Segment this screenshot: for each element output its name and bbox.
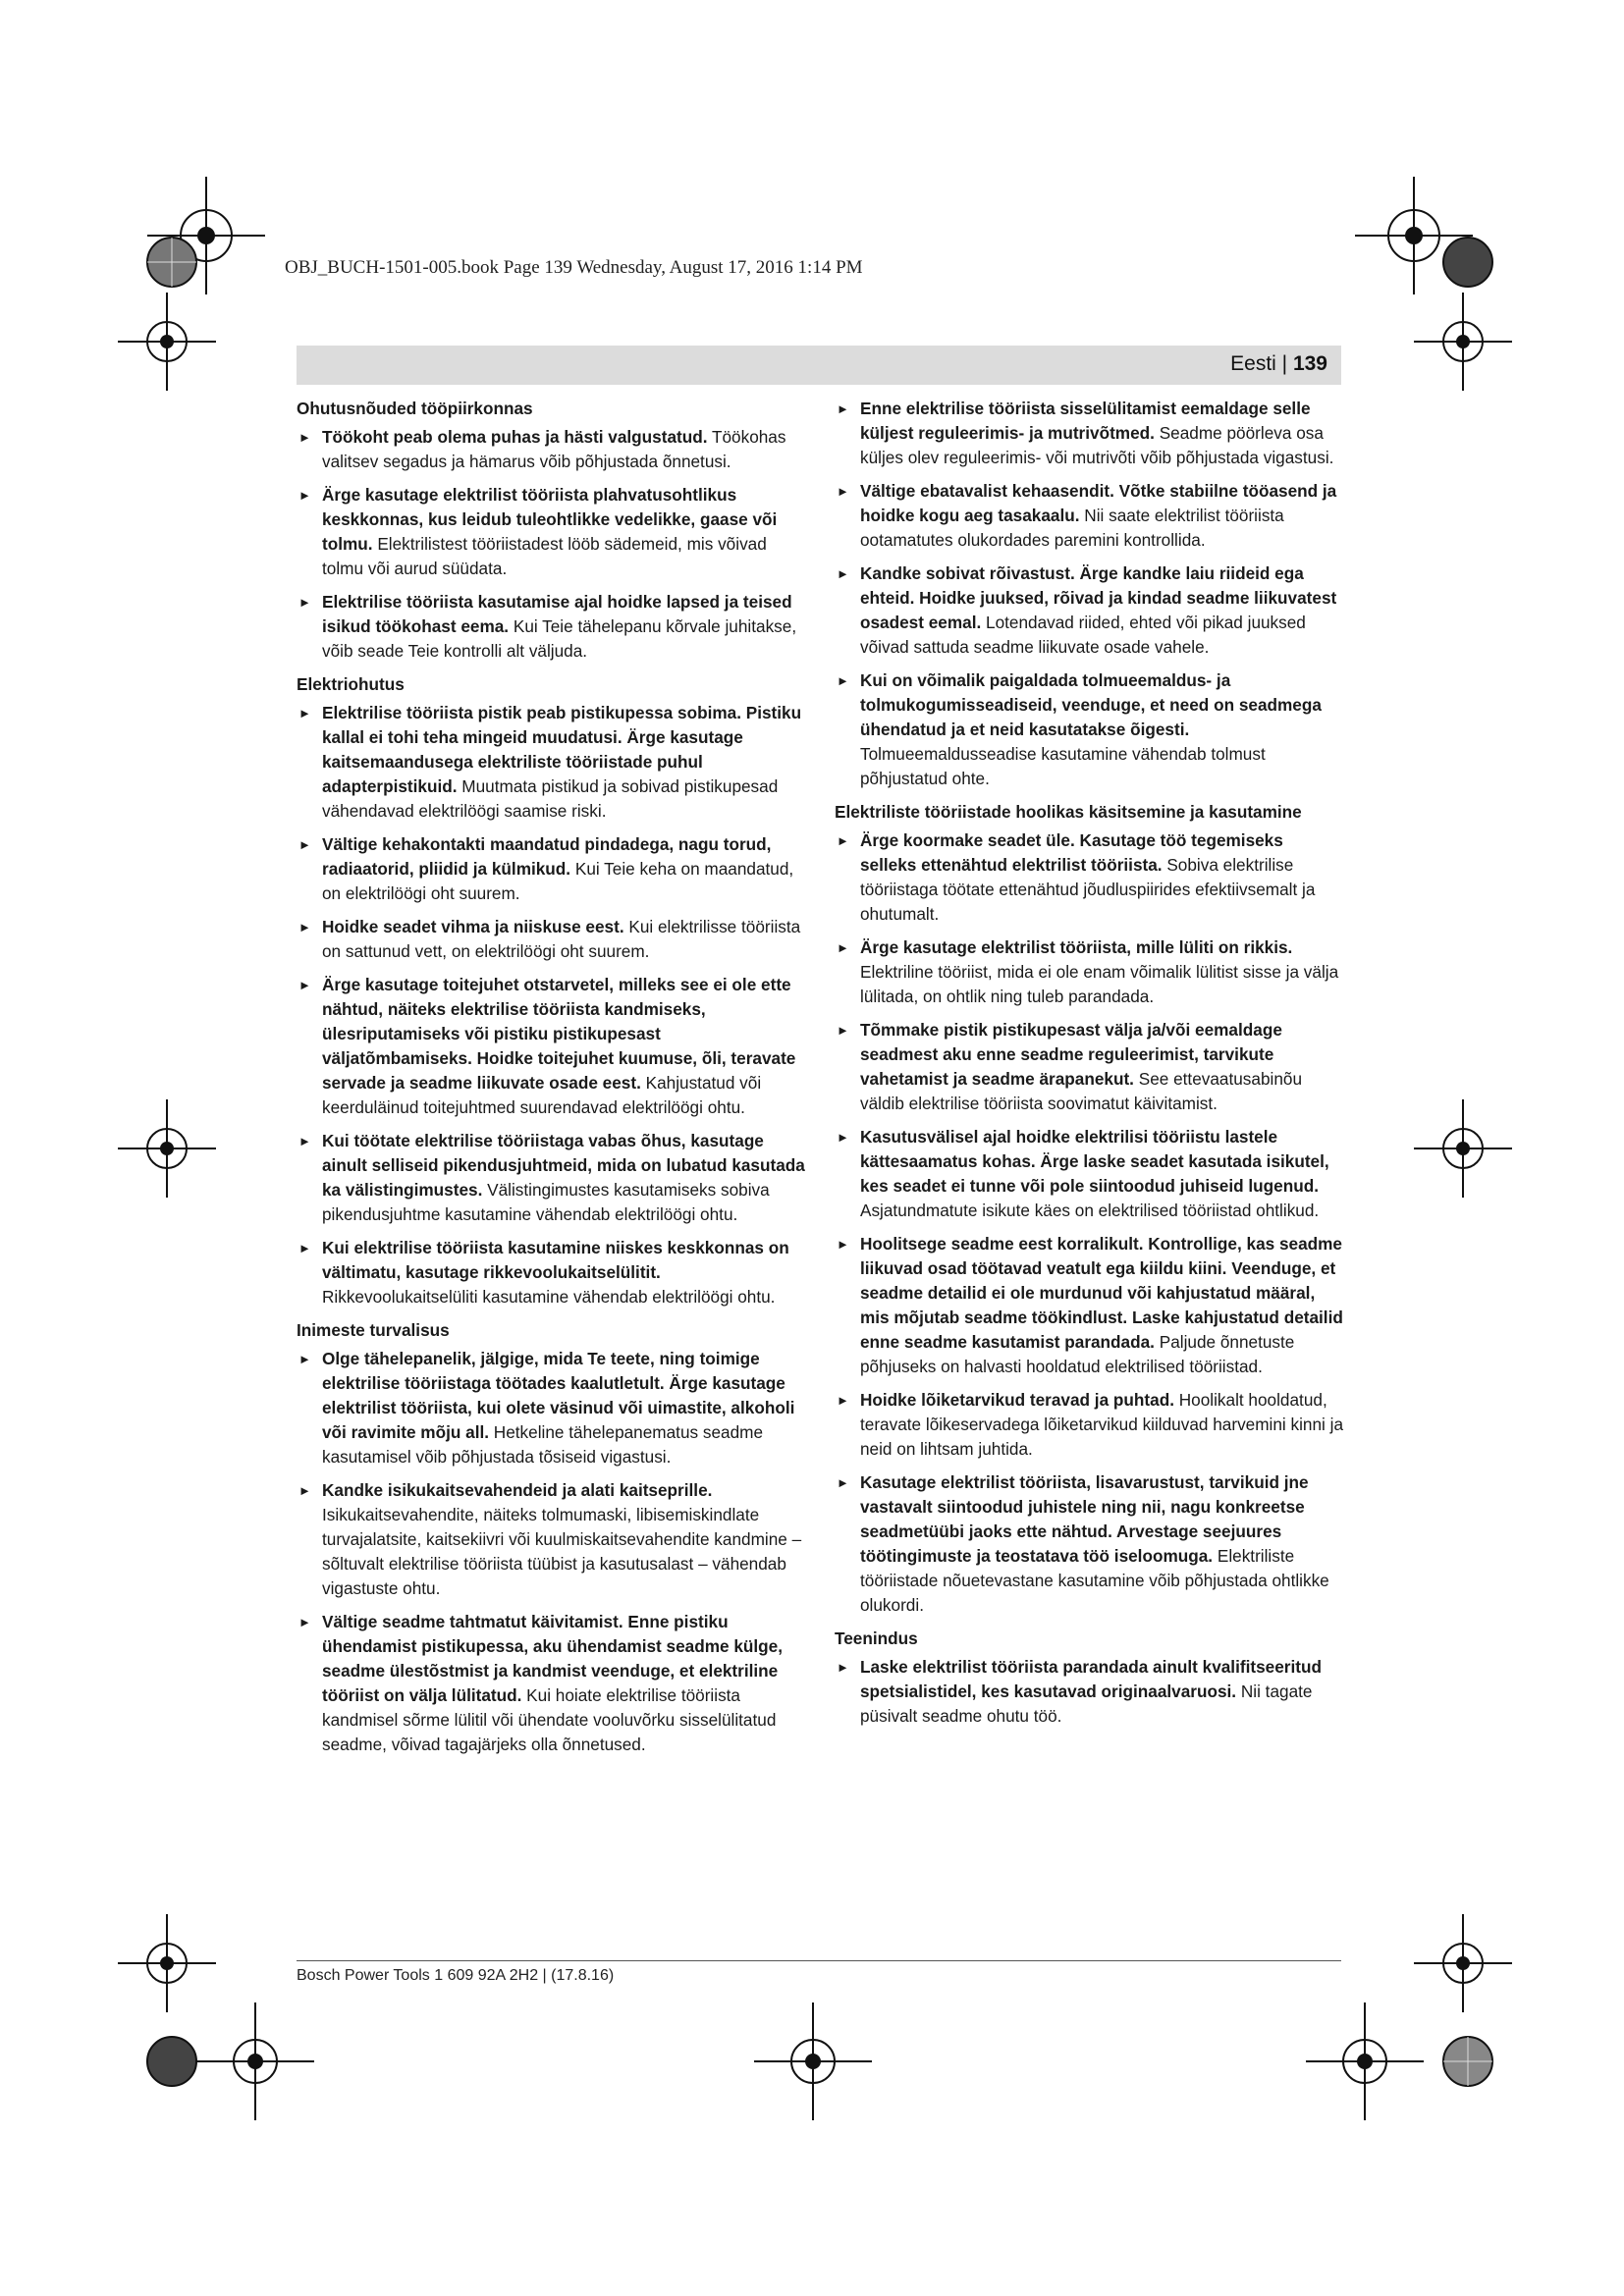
page-number: 139: [1292, 352, 1327, 375]
section-title: Ohutusnõuded tööpiirkonnas: [297, 399, 533, 418]
item-bold-text: Olge tähelepanelik, jälgige, mida Te teete, ning toimige elektrilise tööriistaga töötades kaalutletult. Ärge kasutage elektrilist tööriista, kui olete väsinud või uimastite, alkoholi või ravimite mõju all.: [322, 1349, 795, 1442]
language-label: Eesti: [1230, 352, 1276, 375]
crop-mark-bottom-center: [754, 2002, 872, 2120]
item-body-text: Kahjustatud või keerduläinud toitejuhtmed suurendavad elektrilöögi ohtu.: [322, 1073, 762, 1117]
registration-target-top-right: [1441, 236, 1494, 289]
list-item: [297, 590, 805, 664]
item-bold-text: Kui elektrilise tööriista kasutamine niiskes keskkonnas on vältimatu, kasutage rikkevoolukaitselülitit.: [322, 1238, 789, 1282]
bullet-arrow-icon: ►: [837, 1130, 849, 1145]
item-bold-text: Hoolitsege seadme eest korralikult. Kontrollige, kas seadme liikuvad osad töötavad veatult ega kiildu kiini. Veenduge, et seadme detailid ei ole murdunud või kahjustatud määral, mis mõjutab seadme töökindlust. Laske kahjustatud detailid enne seadme kasutamist parandada.: [860, 1234, 1343, 1352]
list-item: [835, 479, 1343, 553]
crop-mark-side-left-top: [118, 293, 216, 391]
item-bold-text: Töökoht peab olema puhas ja hästi valgustatud.: [322, 427, 708, 447]
item-body-text: Töökohas valitsev segadus ja hämarus võib põhjustada õnnetusi.: [322, 427, 786, 471]
item-bold-text: Kandke isikukaitsevahendeid ja alati kaitseprille.: [322, 1480, 713, 1500]
item-bold-text: Kandke sobivat rõivastust. Ärge kandke laiu riideid ega ehteid. Hoidke juuksed, rõivad ja kindad seadme liikuvatest osadest eemal.: [860, 563, 1337, 632]
item-body-text: Kui Teie keha on maandatud, on elektrilöögi oht suurem.: [322, 859, 794, 903]
list-item: [297, 1347, 805, 1469]
running-header-text: [1230, 352, 1327, 376]
item-bold-text: Vältige seadme tahtmatut käivitamist. Enne pistiku ühendamist pistikupessa, aku ühendamist seadme külge, seadme ülestõstmist ja kandmist veenduge, et elektriline tööriist on välja lülitatud.: [322, 1612, 783, 1705]
item-bold-text: Hoidke lõiketarvikud teravad ja puhtad.: [860, 1390, 1174, 1410]
list-item: [835, 1388, 1343, 1462]
list-item: [835, 668, 1343, 791]
bullet-arrow-icon: ►: [298, 1483, 311, 1498]
item-body-text: Isikukaitsevahendite, näiteks tolmumaski, libisemiskindlate turvajalatsite, kaitsekiivri või kuulmiskaitsevahendite kandmine – sõltuvalt elektrilise tööriista tüübist ja kasutusalast – vähendab vigastuste ohtu.: [322, 1505, 802, 1598]
item-body-text: Tolmueemaldusseadise kasutamine vähendab tolmust põhjustatud ohte.: [860, 744, 1266, 788]
item-body-text: Hoolikalt hooldatud, teravate lõikeservadega lõiketarvikud kiilduvad harvemini kinni ja neid on lihtsam juhtida.: [860, 1390, 1344, 1459]
bullet-arrow-icon: ►: [298, 1615, 311, 1629]
list-item: [297, 1610, 805, 1757]
crop-mark-side-right-bottom: [1414, 1914, 1512, 2012]
bullet-arrow-icon: ►: [837, 1023, 849, 1038]
list-item: [297, 1129, 805, 1227]
item-bold-text: Elektrilise tööriista kasutamise ajal hoidke lapsed ja teised isikud töökohast eema.: [322, 592, 792, 636]
item-bold-text: Elektrilise tööriista pistik peab pistikupessa sobima. Pistiku kallal ei tohi teha mingeid muudatusi. Ärge kasutage kaitsemaandusega elektriliste tööriistade puhul adapterpistikuid.: [322, 703, 802, 796]
list-item: [835, 1655, 1343, 1729]
bullet-arrow-icon: ►: [837, 484, 849, 499]
list-item: [297, 701, 805, 824]
item-body-text: Asjatundmatute isikute käes on elektrilised tööriistad ohtlikud.: [860, 1201, 1320, 1220]
section-title: Teenindus: [835, 1629, 918, 1648]
item-bold-text: Kui on võimalik paigaldada tolmueemaldus- ja tolmukogumisseadiseid, veenduge, et need on seadmega ühendatud ja et neid kasutatakse õigesti.: [860, 670, 1322, 739]
footer-rule: [297, 1960, 1341, 1961]
item-body-text: Kui elektrilisse tööriista on sattunud vett, on elektrilöögi oht suurem.: [322, 917, 801, 961]
bullet-arrow-icon: ►: [298, 706, 311, 721]
bullet-arrow-icon: ►: [298, 978, 311, 992]
item-bold-text: Ärge kasutage toitejuhet otstarvetel, milleks see ei ole ette nähtud, näiteks elektrilise tööriista kandmiseks, ülesriputamiseks või pistiku pistikupesast väljatõmbamiseks. Hoidke toitejuhet kuumuse, õli, teravate servade ja seadme liikuvate osade eest.: [322, 975, 796, 1093]
item-body-text: Kui Teie tähelepanu kõrvale juhitakse, võib seade Teie kontrolli alt väljuda.: [322, 616, 797, 661]
running-header: [297, 346, 1341, 385]
crop-mark-side-right-top: [1414, 293, 1512, 391]
registration-target-bottom-left: [145, 2035, 198, 2088]
list-item: [297, 1236, 805, 1309]
bullet-arrow-icon: ►: [837, 833, 849, 848]
section-title: Elektriohutus: [297, 674, 405, 694]
crop-mark-side-left-bottom: [118, 1914, 216, 2012]
item-body-text: Elektrilistest tööriistadest lööb sädemeid, mis võivad tolmu või aurud süüdata.: [322, 534, 767, 578]
bullet-arrow-icon: ►: [837, 1475, 849, 1490]
list-item: [835, 935, 1343, 1009]
item-body-text: Elektriline tööriist, mida ei ole enam võimalik lülitist sisse ja välja lülitada, on ohtlik ning tuleb parandada.: [860, 962, 1339, 1006]
list-item: [835, 561, 1343, 660]
item-bold-text: Kasutage elektrilist tööriista, lisavarustust, tarvikuid jne vastavalt siintoodud juhistele ning nii, nagu konkreetse seadmetüübi jaoks ette nähtud. Arvestage seejuures töötingimuste ja teostatava töö iseloomuga.: [860, 1472, 1309, 1566]
section-title: Inimeste turvalisus: [297, 1320, 450, 1340]
item-body-text: Nii saate elektrilist tööriista ootamatutes olukordades paremini kontrollida.: [860, 506, 1284, 550]
item-bold-text: Ärge kasutage elektrilist tööriista plahvatusohtlikus keskkonnas, kus leidub tuleohtlikke vedelikke, gaase või tolmu.: [322, 485, 778, 554]
item-body-text: Nii tagate püsivalt seadme ohutu töö.: [860, 1682, 1313, 1726]
bullet-arrow-icon: ►: [298, 595, 311, 610]
section-title: Elektriliste tööriistade hoolikas käsitsemine ja kasutamine: [835, 802, 1302, 822]
left-column: [297, 397, 805, 1766]
print-slug: OBJ_BUCH-1501-005.book Page 139 Wednesday, August 17, 2016 1:14 PM: [285, 257, 863, 278]
bullet-arrow-icon: ►: [298, 1241, 311, 1255]
item-bold-text: Tõmmake pistik pistikupesast välja ja/või eemaldage seadmest aku enne seadme reguleerimist, tarvikute vahetamist ja seadme ärapanekut.: [860, 1020, 1282, 1089]
bullet-arrow-icon: ►: [298, 1134, 311, 1148]
registration-target-top-left: [145, 236, 198, 289]
crop-mark-side-left-mid: [118, 1099, 216, 1198]
item-bold-text: Hoidke seadet vihma ja niiskuse eest.: [322, 917, 624, 936]
list-item: [835, 397, 1343, 470]
crop-mark-side-right-mid: [1414, 1099, 1512, 1198]
item-body-text: Elektriliste tööriistade nõuetevastane kasutamine võib põhjustada ohtlikke olukordi.: [860, 1546, 1329, 1615]
list-item: [297, 832, 805, 906]
bullet-arrow-icon: ►: [837, 940, 849, 955]
crop-mark-bottom-left: [196, 2002, 314, 2120]
bullet-arrow-icon: ►: [837, 401, 849, 416]
item-bold-text: Enne elektrilise tööriista sisselülitamist eemaldage selle küljest reguleerimis- ja mutrivõtmed.: [860, 399, 1311, 443]
item-body-text: Seadme pöörleva osa küljes olev reguleerimis- või mutrivõti võib põhjustada vigastusi.: [860, 423, 1334, 467]
bullet-arrow-icon: ►: [298, 837, 311, 852]
list-item: [835, 1018, 1343, 1116]
item-bold-text: Laske elektrilist tööriista parandada ainult kvalifitseeritud spetsialistidel, kes kasutavad originaalvaruosi.: [860, 1657, 1322, 1701]
item-bold-text: Kui töötate elektrilise tööriistaga vabas õhus, kasutage ainult selliseid pikendusjuhtmeid, mida on lubatud kasutada ka välistingimustes.: [322, 1131, 805, 1200]
bullet-arrow-icon: ►: [837, 1660, 849, 1675]
item-bold-text: Vältige ebatavalist kehaasendit. Võtke stabiilne tööasend ja hoidke kogu aeg tasakaalu.: [860, 481, 1337, 525]
header-separator: |: [1275, 352, 1293, 375]
item-bold-text: Vältige kehakontakti maandatud pindadega, nagu torud, radiaatorid, pliidid ja külmikud.: [322, 834, 772, 879]
footer-text: Bosch Power Tools 1 609 92A 2H2 | (17.8.16): [297, 1967, 615, 1984]
bullet-arrow-icon: ►: [837, 566, 849, 581]
bullet-arrow-icon: ►: [837, 673, 849, 688]
item-body-text: Lotendavad riided, ehted või pikad juuksed võivad sattuda seadme liikuvate osade vahele.: [860, 613, 1306, 657]
item-body-text: Paljude õnnetuste põhjuseks on halvasti hooldatud elektrilised tööriistad.: [860, 1332, 1295, 1376]
list-item: [835, 1232, 1343, 1379]
right-column: [835, 397, 1343, 1737]
bullet-arrow-icon: ►: [298, 430, 311, 445]
list-item: [297, 483, 805, 581]
list-item: [835, 1125, 1343, 1223]
list-item: [297, 1478, 805, 1601]
bullet-arrow-icon: ►: [837, 1237, 849, 1252]
item-body-text: Rikkevoolukaitselüliti kasutamine vähendab elektrilöögi ohtu.: [322, 1287, 776, 1307]
bullet-arrow-icon: ►: [298, 920, 311, 934]
item-bold-text: Kasutusvälisel ajal hoidke elektrilisi tööriistu lastele kättesaamatus kohas. Ärge laske seadet kasutada isikutel, kes seadet ei tunne või pole siintoodud juhiseid lugenud.: [860, 1127, 1329, 1196]
list-item: [835, 1470, 1343, 1618]
list-item: [297, 973, 805, 1120]
item-body-text: See ettevaatusabinõu väldib elektrilise tööriista soovimatut käivitamist.: [860, 1069, 1303, 1113]
bullet-arrow-icon: ►: [298, 1352, 311, 1366]
list-item: [835, 828, 1343, 927]
crop-mark-bottom-right: [1306, 2002, 1424, 2120]
item-body-text: Muutmata pistikud ja sobivad pistikupesad vähendavad elektrilöögi saamise riski.: [322, 776, 779, 821]
bullet-arrow-icon: ►: [298, 488, 311, 503]
item-body-text: Hetkeline tähelepanematus seadme kasutamisel võib põhjustada tõsiseid vigastusi.: [322, 1422, 764, 1467]
bullet-arrow-icon: ►: [837, 1393, 849, 1408]
list-item: [297, 425, 805, 474]
item-bold-text: Ärge kasutage elektrilist tööriista, mille lüliti on rikkis.: [860, 937, 1293, 957]
item-body-text: Sobiva elektrilise tööriistaga töötate ettenähtud jõudluspiirides efektiivsemalt ja ohutumalt.: [860, 855, 1316, 924]
item-body-text: Kui hoiate elektrilise tööriista kandmisel sõrme lülitil või ühendate vooluvõrku sisselülitatud seadme, võivad tagajärjeks olla õnnetused.: [322, 1685, 777, 1754]
item-bold-text: Ärge koormake seadet üle. Kasutage töö tegemiseks selleks ettenähtud elektrilist tööriista.: [860, 830, 1283, 875]
list-item: [297, 915, 805, 964]
registration-target-bottom-right: [1441, 2035, 1494, 2088]
item-body-text: Välistingimustes kasutamiseks sobiva pikendusjuhtme kasutamine vähendab elektrilöögi ohtu.: [322, 1180, 770, 1224]
